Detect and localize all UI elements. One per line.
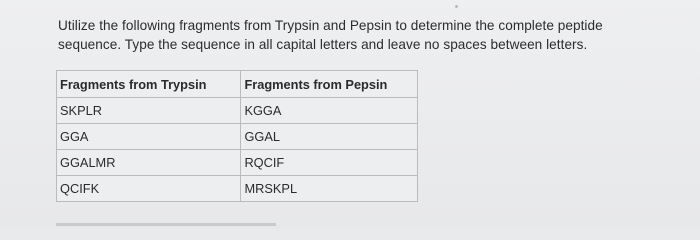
question-text <box>58 16 678 54</box>
trypsin-fragment: QCIFK <box>57 176 241 202</box>
table-row <box>57 150 418 176</box>
trypsin-fragment: GGA <box>57 124 241 150</box>
header-trypsin: Fragments from Trypsin <box>57 71 241 98</box>
fragments-table <box>56 70 418 202</box>
table-header-row <box>57 71 418 98</box>
answer-field-edge[interactable] <box>56 223 276 226</box>
header-pepsin: Fragments from Pepsin <box>241 71 418 98</box>
question-line-1: Utilize the following fragments from Trypsin and Pepsin to determine the complete peptide <box>58 18 603 33</box>
table-row <box>57 176 418 202</box>
decorative-dot <box>455 5 458 8</box>
question-line-2: sequence. Type the sequence in all capital letters and leave no spaces between letters. <box>58 37 588 52</box>
pepsin-fragment: MRSKPL <box>241 176 418 202</box>
pepsin-fragment: GGAL <box>241 124 418 150</box>
pepsin-fragment: RQCIF <box>241 150 418 176</box>
trypsin-fragment: GGALMR <box>57 150 241 176</box>
table-row <box>57 124 418 150</box>
trypsin-fragment: SKPLR <box>57 98 241 124</box>
pepsin-fragment: KGGA <box>241 98 418 124</box>
table-row <box>57 98 418 124</box>
